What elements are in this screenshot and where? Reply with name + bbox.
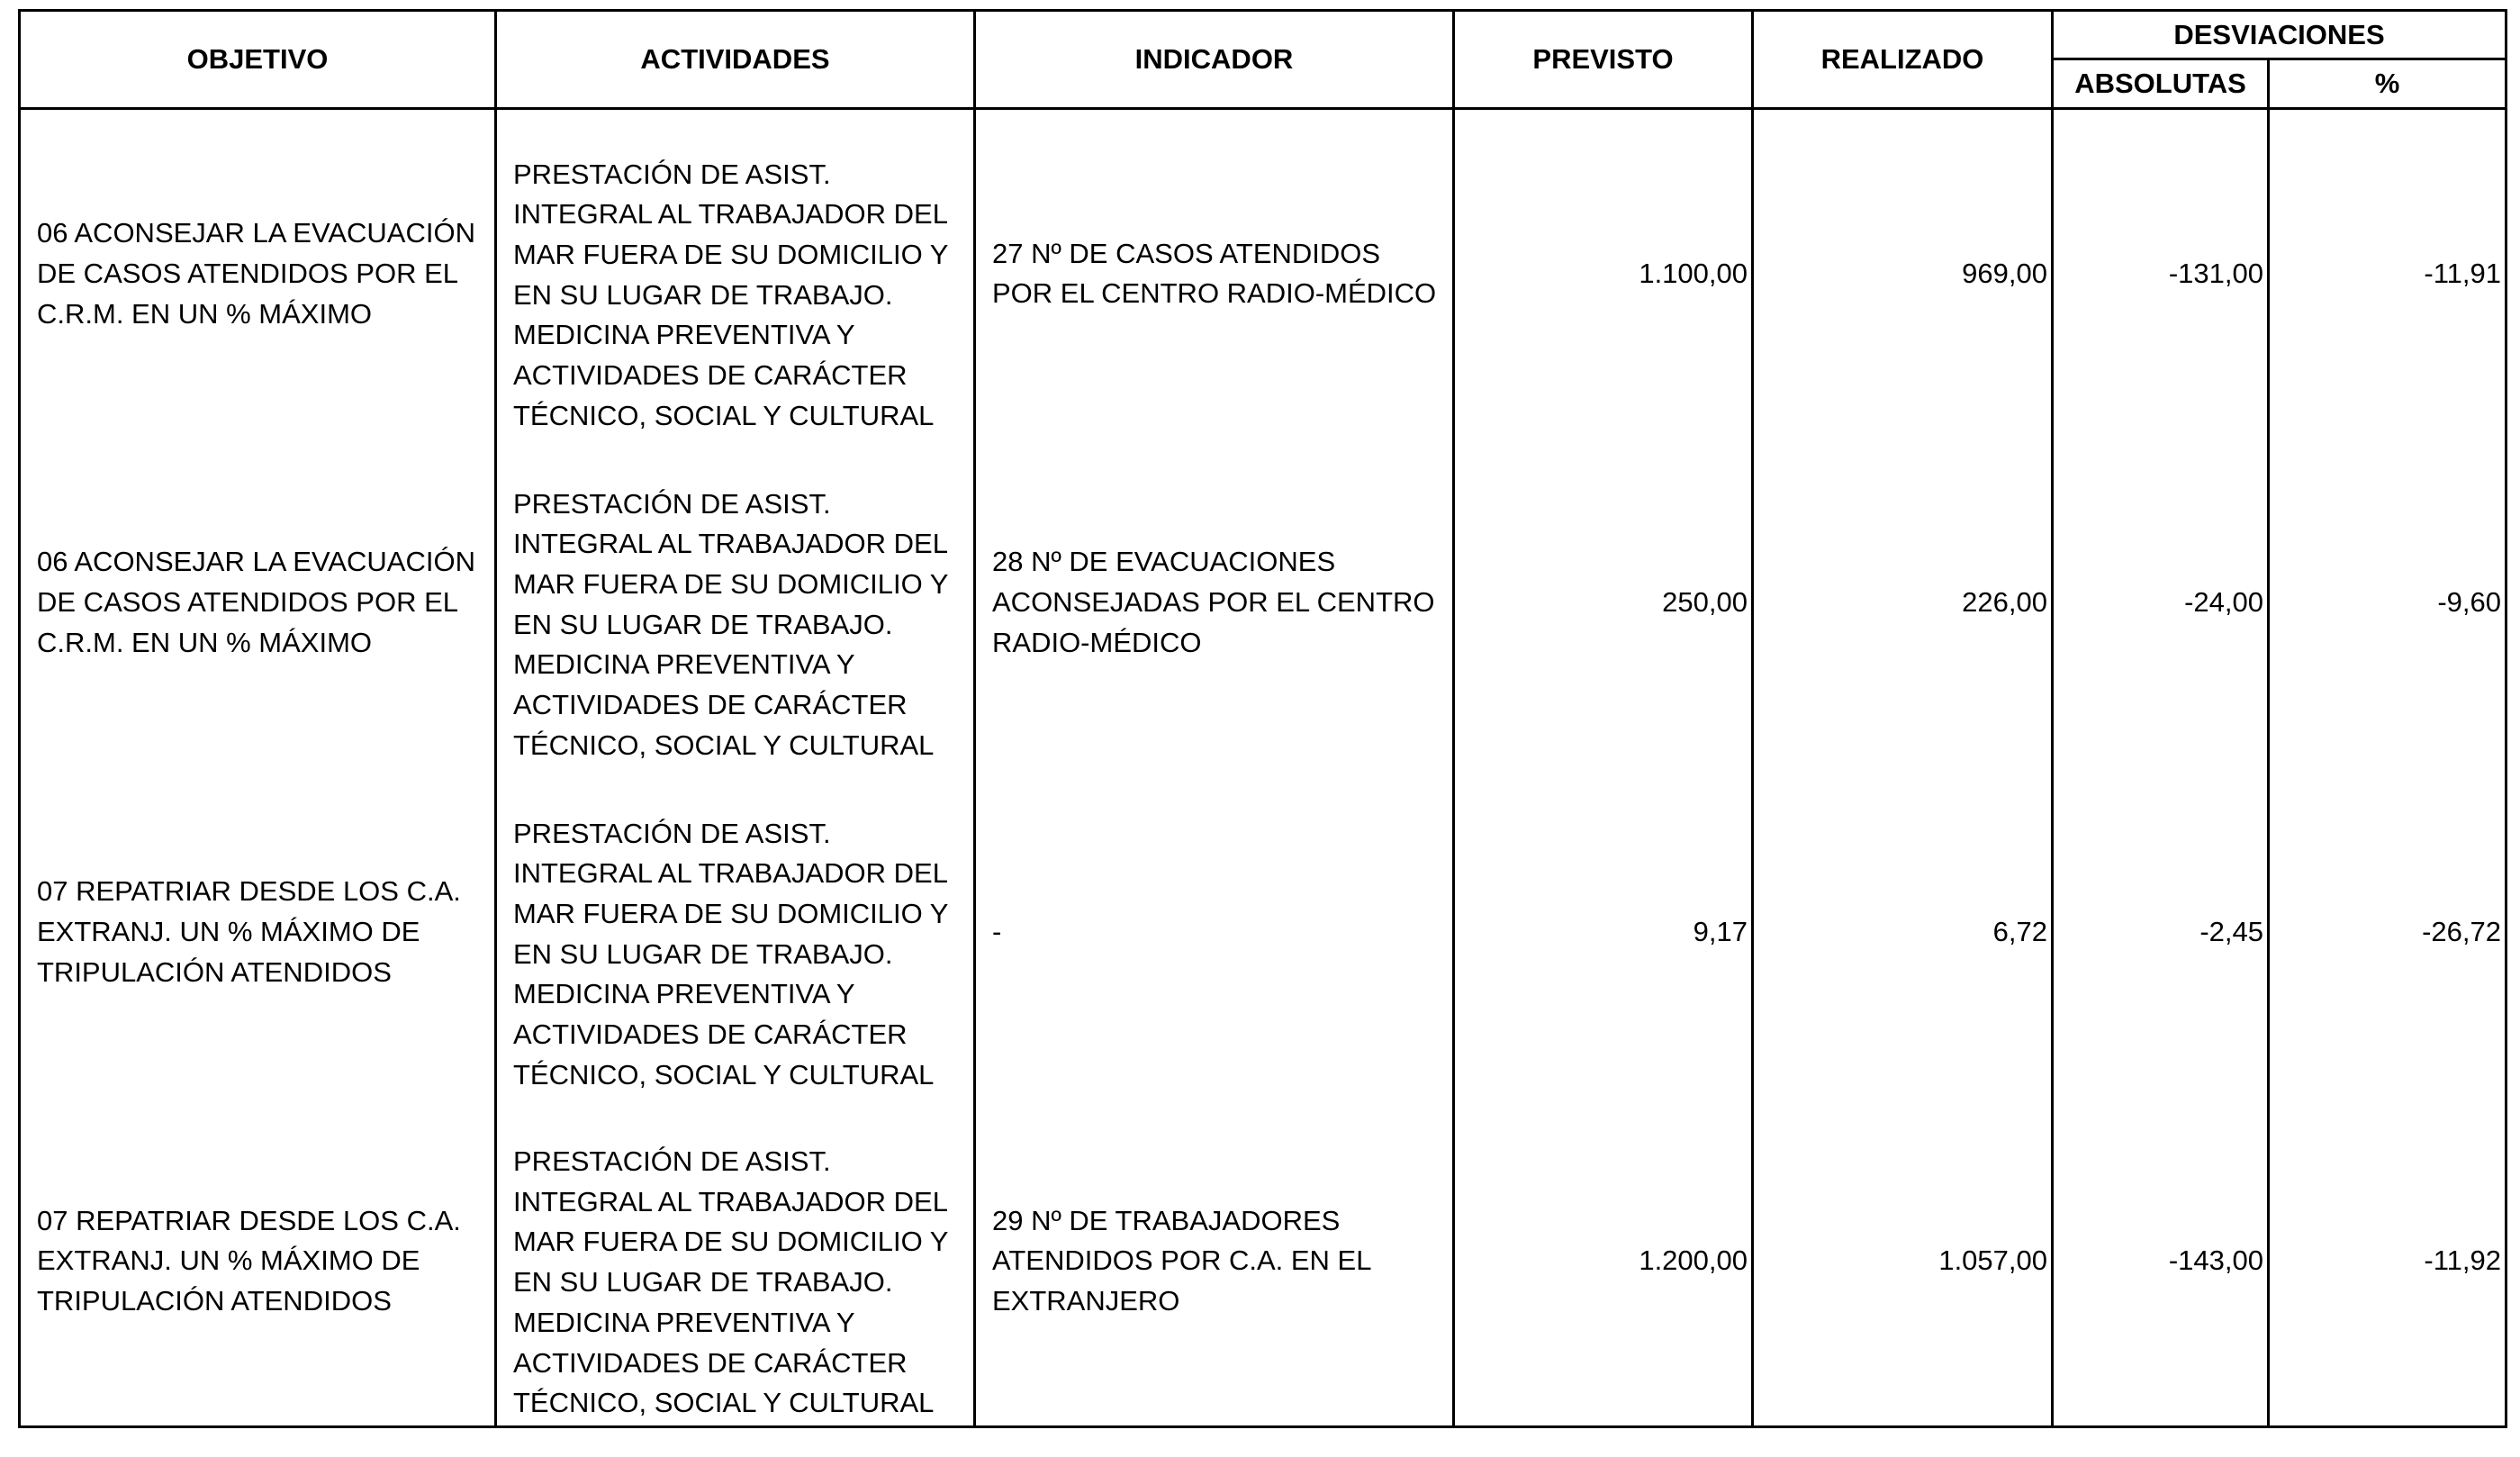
header-absolutas: ABSOLUTAS bbox=[2053, 59, 2269, 109]
header-desviaciones: DESVIACIONES bbox=[2053, 11, 2506, 59]
cell-previsto: 9,17 bbox=[1454, 768, 1753, 1098]
cell-objetivo: 07 REPATRIAR DESDE LOS C.A. EXTRANJ. UN % MÁXIMO DE TRIPULACIÓN ATENDIDOS bbox=[20, 768, 496, 1098]
cell-indicador: 29 Nº DE TRABAJADORES ATENDIDOS POR C.A. EN EL EXTRANJERO bbox=[975, 1098, 1454, 1427]
cell-realizado: 1.057,00 bbox=[1753, 1098, 2053, 1427]
cell-objetivo: 06 ACONSEJAR LA EVACUACIÓN DE CASOS ATENDIDOS POR EL C.R.M. EN UN % MÁXIMO bbox=[20, 439, 496, 768]
table-row bbox=[20, 109, 2506, 439]
cell-indicador: - bbox=[975, 768, 1454, 1098]
cell-objetivo: 07 REPATRIAR DESDE LOS C.A. EXTRANJ. UN % MÁXIMO DE TRIPULACIÓN ATENDIDOS bbox=[20, 1098, 496, 1427]
header-previsto: PREVISTO bbox=[1454, 11, 1753, 109]
cell-porcentaje: -9,60 bbox=[2269, 439, 2506, 768]
cell-porcentaje: -11,91 bbox=[2269, 109, 2506, 439]
cell-previsto: 250,00 bbox=[1454, 439, 1753, 768]
cell-previsto: 1.200,00 bbox=[1454, 1098, 1753, 1427]
cell-actividades bbox=[496, 1098, 975, 1427]
table-body bbox=[20, 109, 2506, 1427]
cell-actividades bbox=[496, 768, 975, 1098]
table-row bbox=[20, 439, 2506, 768]
cell-realizado: 226,00 bbox=[1753, 439, 2053, 768]
cell-absolutas: -143,00 bbox=[2053, 1098, 2269, 1427]
objectives-table bbox=[18, 9, 2507, 1428]
cell-objetivo: 06 ACONSEJAR LA EVACUACIÓN DE CASOS ATENDIDOS POR EL C.R.M. EN UN % MÁXIMO bbox=[20, 109, 496, 439]
header-porcentaje: % bbox=[2269, 59, 2506, 109]
cell-actividades-text: PRESTACIÓN DE ASIST. INTEGRAL AL TRABAJADOR DEL MAR FUERA DE SU DOMICILIO Y EN SU LUGAR DE TRABAJO. MEDICINA PREVENTIVA Y ACTIVIDADES DE CARÁCTER TÉCNICO, SOCIAL Y CULTURAL bbox=[513, 158, 948, 431]
cell-actividades bbox=[496, 109, 975, 439]
cell-realizado: 6,72 bbox=[1753, 768, 2053, 1098]
cell-previsto: 1.100,00 bbox=[1454, 109, 1753, 439]
cell-porcentaje: -11,92 bbox=[2269, 1098, 2506, 1427]
cell-actividades bbox=[496, 439, 975, 768]
table-header bbox=[20, 11, 2506, 109]
header-objetivo: OBJETIVO bbox=[20, 11, 496, 109]
cell-absolutas: -24,00 bbox=[2053, 439, 2269, 768]
cell-actividades-text: PRESTACIÓN DE ASIST. INTEGRAL AL TRABAJADOR DEL MAR FUERA DE SU DOMICILIO Y EN SU LUGAR DE TRABAJO. MEDICINA PREVENTIVA Y ACTIVIDADES DE CARÁCTER TÉCNICO, SOCIAL Y CULTURAL bbox=[513, 1145, 948, 1419]
header-row-top bbox=[20, 11, 2506, 59]
cell-actividades-text: PRESTACIÓN DE ASIST. INTEGRAL AL TRABAJADOR DEL MAR FUERA DE SU DOMICILIO Y EN SU LUGAR DE TRABAJO. MEDICINA PREVENTIVA Y ACTIVIDADES DE CARÁCTER TÉCNICO, SOCIAL Y CULTURAL bbox=[513, 487, 948, 761]
cell-realizado: 969,00 bbox=[1753, 109, 2053, 439]
table-row bbox=[20, 768, 2506, 1098]
header-actividades: ACTIVIDADES bbox=[496, 11, 975, 109]
cell-absolutas: -2,45 bbox=[2053, 768, 2269, 1098]
cell-porcentaje: -26,72 bbox=[2269, 768, 2506, 1098]
cell-actividades-text: PRESTACIÓN DE ASIST. INTEGRAL AL TRABAJADOR DEL MAR FUERA DE SU DOMICILIO Y EN SU LUGAR DE TRABAJO. MEDICINA PREVENTIVA Y ACTIVIDADES DE CARÁCTER TÉCNICO, SOCIAL Y CULTURAL bbox=[513, 817, 948, 1090]
table-row bbox=[20, 1098, 2506, 1427]
header-indicador: INDICADOR bbox=[975, 11, 1454, 109]
cell-indicador: 28 Nº DE EVACUACIONES ACONSEJADAS POR EL CENTRO RADIO-MÉDICO bbox=[975, 439, 1454, 768]
cell-absolutas: -131,00 bbox=[2053, 109, 2269, 439]
header-realizado: REALIZADO bbox=[1753, 11, 2053, 109]
cell-indicador: 27 Nº DE CASOS ATENDIDOS POR EL CENTRO RADIO-MÉDICO bbox=[975, 109, 1454, 439]
